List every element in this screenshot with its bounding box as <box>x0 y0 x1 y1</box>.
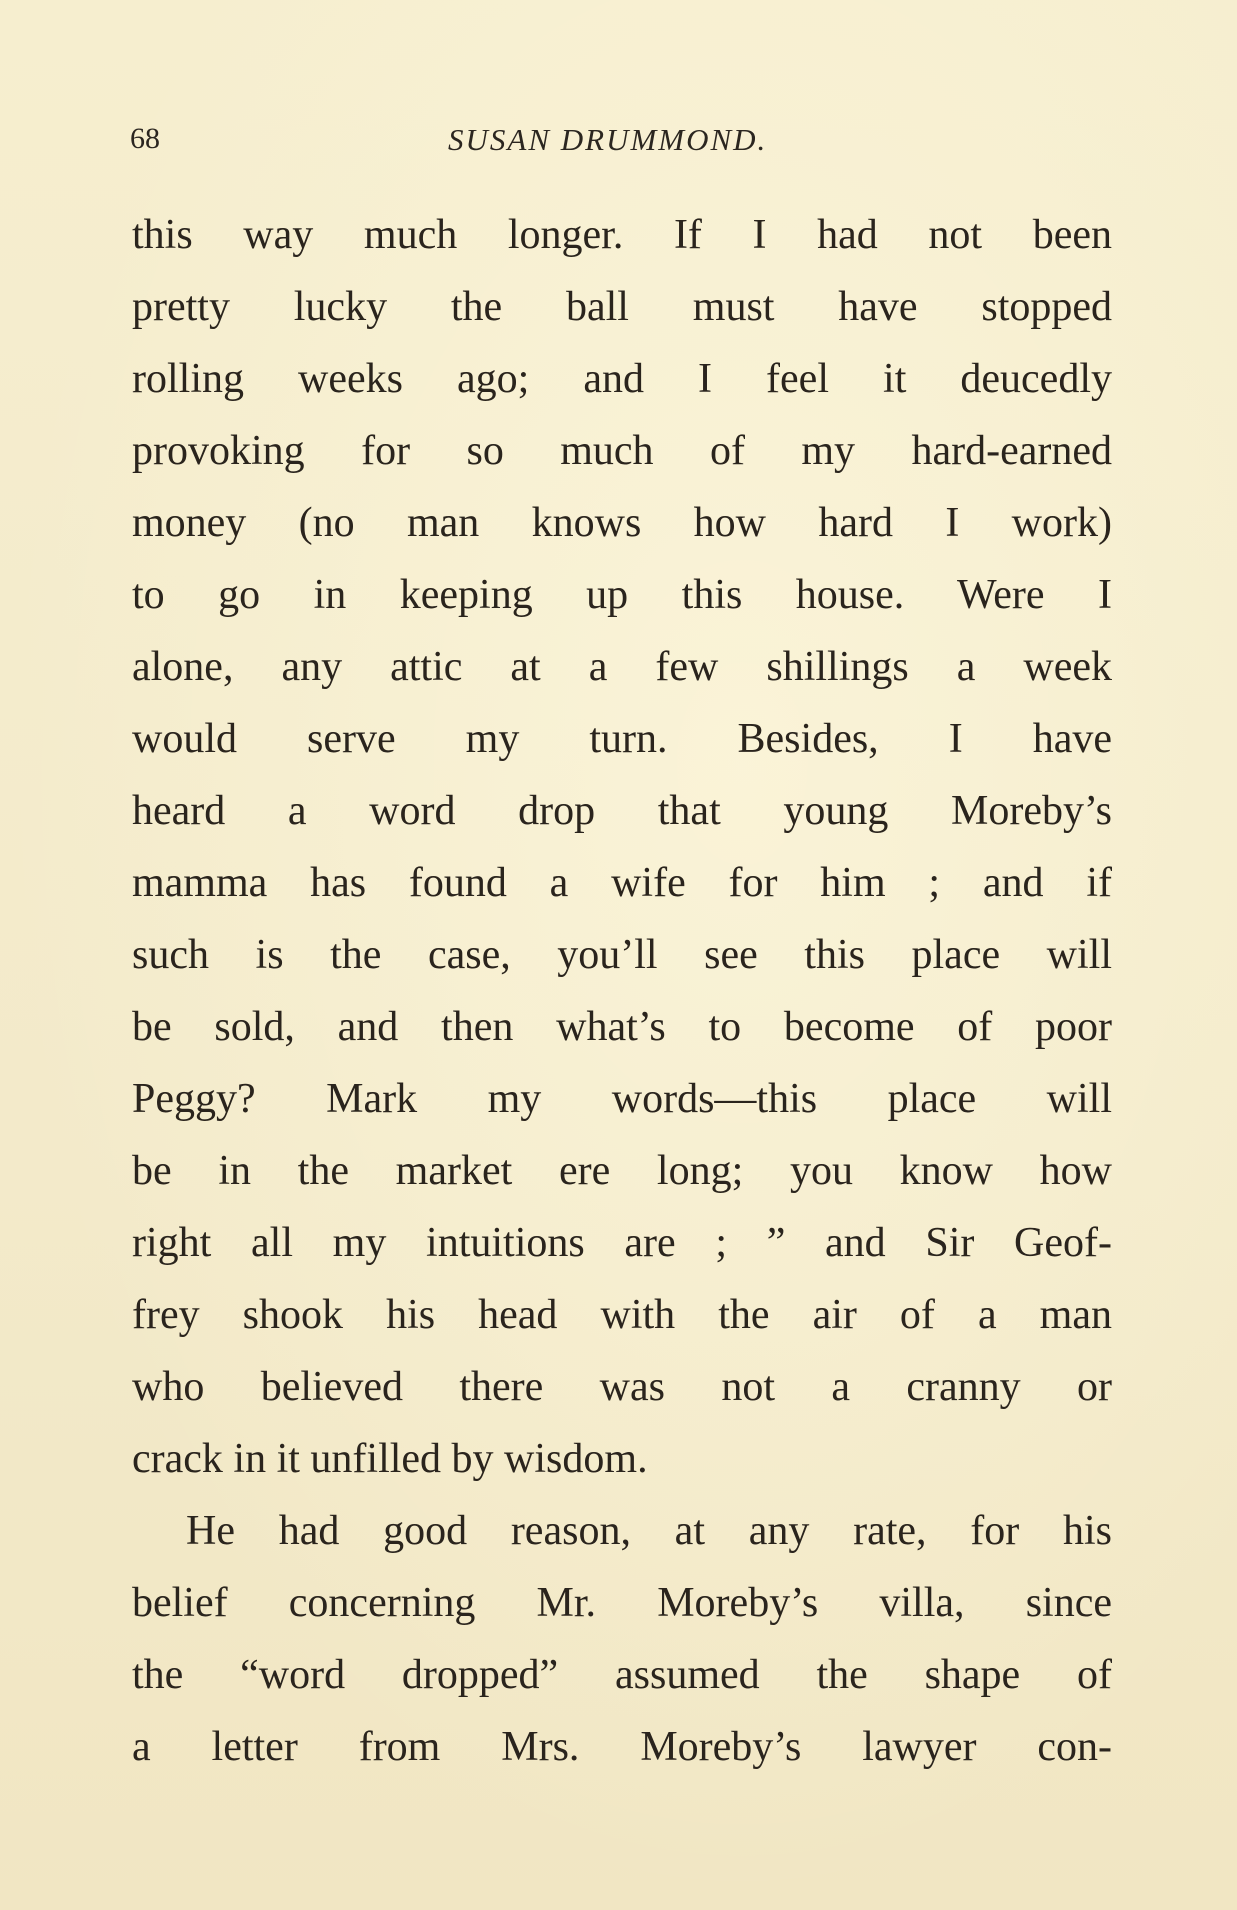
paragraph <box>132 199 1112 1495</box>
text-line: who believed there was not a cranny or <box>132 1364 1112 1410</box>
text-line: frey shook his head with the air of a man <box>132 1292 1112 1338</box>
text-line: mamma has found a wife for him ; and if <box>132 860 1112 906</box>
text-line: a letter from Mrs. Moreby’s lawyer con- <box>132 1724 1112 1770</box>
running-title: SUSAN DRUMMOND. <box>448 122 768 157</box>
text-line: heard a word drop that young Moreby’s <box>132 788 1112 834</box>
text-line: such is the case, you’ll see this place will <box>132 932 1112 978</box>
paragraph <box>132 1495 1112 1783</box>
text-line: pretty lucky the ball must have stopped <box>132 284 1112 330</box>
text-line: crack in it unfilled by wisdom. <box>132 1436 648 1482</box>
text-line: be in the market ere long; you know how <box>132 1148 1112 1194</box>
text-line: alone, any attic at a few shillings a week <box>132 644 1112 690</box>
page-header <box>130 122 1130 162</box>
body-text <box>132 199 1112 1783</box>
text-line: would serve my turn. Besides, I have <box>132 716 1112 762</box>
text-line: the “word dropped” assumed the shape of <box>132 1652 1112 1698</box>
text-line: Peggy? Mark my words—this place will <box>132 1076 1112 1122</box>
text-line: this way much longer. If I had not been <box>132 212 1112 258</box>
text-line: be sold, and then what’s to become of poor <box>132 1004 1112 1050</box>
text-line: right all my intuitions are ; ” and Sir Geof- <box>132 1220 1112 1266</box>
text-line: money (no man knows how hard I work) <box>132 500 1112 546</box>
text-line: belief concerning Mr. Moreby’s villa, since <box>132 1580 1112 1626</box>
text-line: He had good reason, at any rate, for his <box>186 1508 1112 1554</box>
text-line: provoking for so much of my hard-earned <box>132 428 1112 474</box>
text-line: to go in keeping up this house. Were I <box>132 572 1112 618</box>
page-number: 68 <box>130 122 160 155</box>
text-line: rolling weeks ago; and I feel it deucedly <box>132 356 1112 402</box>
